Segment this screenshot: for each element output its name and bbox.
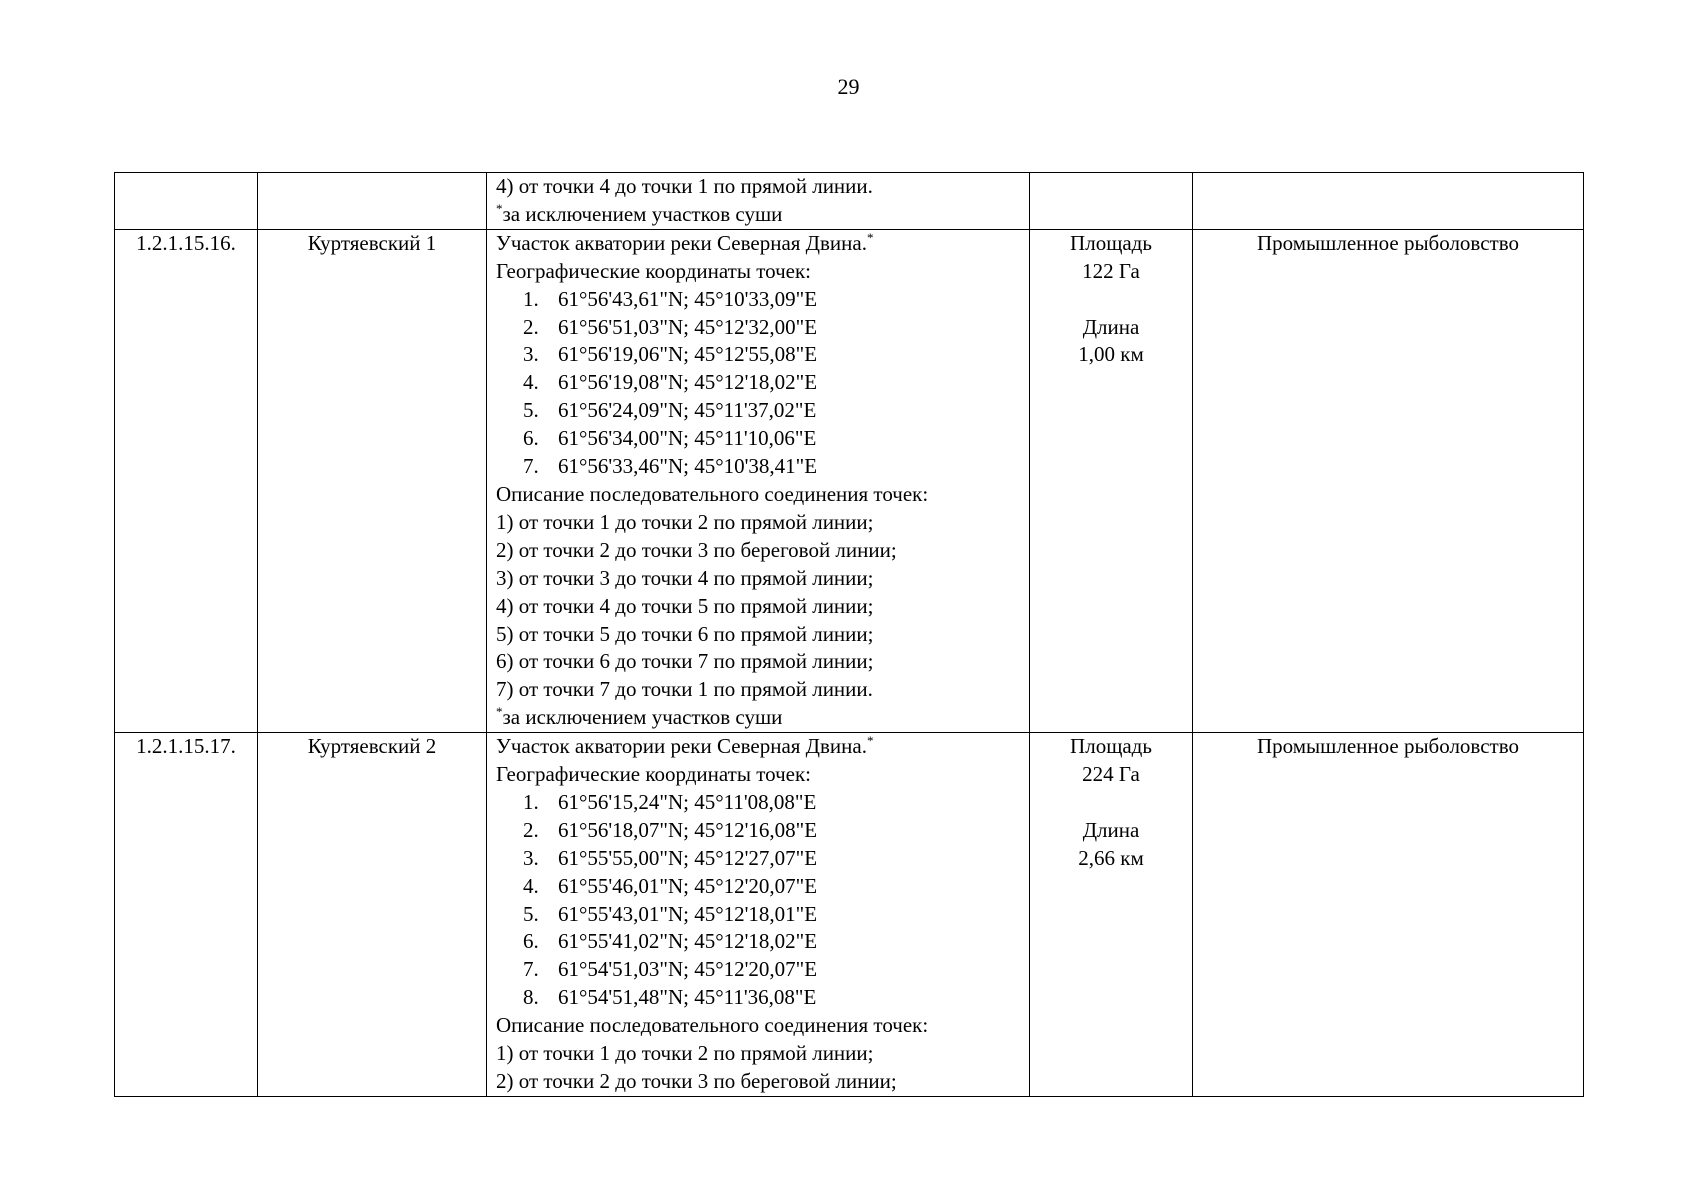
coordinate-item (496, 873, 1020, 901)
table-row-carryover (115, 173, 1584, 230)
coordinate-item (496, 397, 1020, 425)
connection-line: 3) от точки 3 до точки 4 по прямой линии; (496, 565, 874, 590)
coordinate-value: 61°55'41,02"N; 45°12'18,02"E (558, 929, 818, 954)
connection-header: Описание последовательного соединения точек: (496, 481, 929, 506)
coordinate-value: 61°56'24,09"N; 45°11'37,02"E (558, 398, 817, 423)
page-number: 29 (837, 74, 860, 99)
coordinate-number: 1. (523, 286, 539, 311)
area-title (496, 230, 1020, 258)
use-text: Промышленное рыболовство (1257, 230, 1519, 255)
coordinate-item (496, 369, 1020, 397)
cell-use (1193, 229, 1584, 732)
coordinate-number: 3. (523, 845, 539, 870)
coordinate-item (496, 341, 1020, 369)
coordinate-value: 61°54'51,03"N; 45°12'20,07"E (558, 957, 818, 982)
cell-name: Куртяевский 2 (258, 733, 487, 1097)
coordinate-item (496, 453, 1020, 481)
coordinate-number: 7. (523, 454, 539, 479)
coordinate-item (496, 286, 1020, 314)
footnote-text: за исключением участков суши (502, 201, 783, 226)
length-value: 2,66 км (1078, 845, 1144, 870)
connection-line: 1) от точки 1 до точки 2 по прямой линии; (496, 1041, 874, 1066)
use-text: Промышленное рыболовство (1257, 734, 1519, 759)
coords-header: Географические координаты точек: (496, 258, 811, 283)
coordinate-item (496, 817, 1020, 845)
coordinate-item (496, 928, 1020, 956)
coordinate-number: 6. (523, 426, 539, 451)
coordinate-number: 2. (523, 314, 539, 339)
connection-line: 1) от точки 1 до точки 2 по прямой линии; (496, 509, 874, 534)
coordinate-value: 61°56'34,00"N; 45°11'10,06"E (558, 426, 817, 451)
table-row (115, 733, 1584, 1097)
coordinate-value: 61°56'51,03"N; 45°12'32,00"E (558, 314, 818, 339)
cell-description (487, 229, 1030, 732)
cell-number: 1.2.1.15.16. (115, 229, 258, 732)
cell-name (258, 173, 487, 230)
cell-parameters (1030, 229, 1193, 732)
coordinate-number: 4. (523, 370, 539, 395)
cell-description (487, 173, 1030, 230)
area-value: 122 Га (1082, 258, 1140, 283)
spacer (1039, 789, 1183, 817)
coordinate-item (496, 314, 1020, 342)
cell-parameters (1030, 173, 1193, 230)
area-title-text: Участок акватории реки Северная Двина. (496, 734, 867, 759)
footnote-line (496, 704, 1020, 732)
fishing-areas-table (114, 172, 1584, 1097)
area-label: Площадь (1070, 230, 1152, 255)
cell-parameters (1030, 733, 1193, 1097)
cell-number (115, 173, 258, 230)
coordinate-item (496, 425, 1020, 453)
coordinate-item (496, 845, 1020, 873)
footnote-marker: * (496, 704, 503, 720)
connection-line: 2) от точки 2 до точки 3 по береговой линии; (496, 537, 897, 562)
coordinate-value: 61°56'19,08"N; 45°12'18,02"E (558, 370, 818, 395)
coordinate-number: 6. (523, 929, 539, 954)
coordinate-value: 61°55'43,01"N; 45°12'18,01"E (558, 901, 818, 926)
coordinate-number: 1. (523, 789, 539, 814)
coordinate-value: 61°56'18,07"N; 45°12'16,08"E (558, 817, 818, 842)
length-label: Длина (1082, 314, 1140, 339)
coordinate-value: 61°56'19,06"N; 45°12'55,08"E (558, 342, 818, 367)
coordinate-number: 5. (523, 398, 539, 423)
length-value: 1,00 км (1078, 342, 1144, 367)
cell-use (1193, 173, 1584, 230)
connection-header: Описание последовательного соединения точек: (496, 1013, 929, 1038)
coordinate-number: 2. (523, 817, 539, 842)
coordinate-value: 61°55'46,01"N; 45°12'20,07"E (558, 873, 818, 898)
footnote-marker: * (496, 200, 503, 216)
coordinate-value: 61°56'43,61"N; 45°10'33,09"E (558, 286, 818, 311)
coordinate-number: 5. (523, 901, 539, 926)
coordinate-value: 61°55'55,00"N; 45°12'27,07"E (558, 845, 818, 870)
connection-line: 5) от точки 5 до точки 6 по прямой линии; (496, 621, 874, 646)
table-row (115, 229, 1584, 732)
area-title (496, 733, 1020, 761)
connection-line: 7) от точки 7 до точки 1 по прямой линии. (496, 677, 873, 702)
cell-number: 1.2.1.15.17. (115, 733, 258, 1097)
coordinate-number: 4. (523, 873, 539, 898)
coordinate-value: 61°56'33,46"N; 45°10'38,41"E (558, 454, 818, 479)
coordinate-number: 8. (523, 985, 539, 1010)
area-label: Площадь (1070, 734, 1152, 759)
footnote-marker: * (866, 229, 874, 245)
coordinate-item (496, 789, 1020, 817)
connection-line: 4) от точки 4 до точки 5 по прямой линии; (496, 593, 874, 618)
footnote-line (496, 201, 1020, 229)
cell-name: Куртяевский 1 (258, 229, 487, 732)
connection-line: 4) от точки 4 до точки 1 по прямой линии. (496, 174, 873, 198)
footnote-text: за исключением участков суши (502, 705, 783, 730)
footnote-marker: * (866, 733, 874, 749)
cell-use (1193, 733, 1584, 1097)
coords-header: Географические координаты точек: (496, 762, 811, 787)
area-value: 224 Га (1082, 762, 1140, 787)
connection-line: 2) от точки 2 до точки 3 по береговой линии; (496, 1069, 897, 1093)
spacer (1039, 286, 1183, 314)
spacer (1039, 369, 1183, 397)
area-title-text: Участок акватории реки Северная Двина. (496, 230, 867, 255)
connection-line: 6) от точки 6 до точки 7 по прямой линии; (496, 649, 874, 674)
coordinate-item (496, 984, 1020, 1012)
coordinate-item (496, 956, 1020, 984)
length-label: Длина (1082, 817, 1140, 842)
coordinate-value: 61°54'51,48"N; 45°11'36,08"E (558, 985, 817, 1010)
cell-description (487, 733, 1030, 1097)
coordinate-item (496, 901, 1020, 929)
coordinate-number: 3. (523, 342, 539, 367)
coordinate-number: 7. (523, 957, 539, 982)
coordinate-value: 61°56'15,24"N; 45°11'08,08"E (558, 789, 817, 814)
